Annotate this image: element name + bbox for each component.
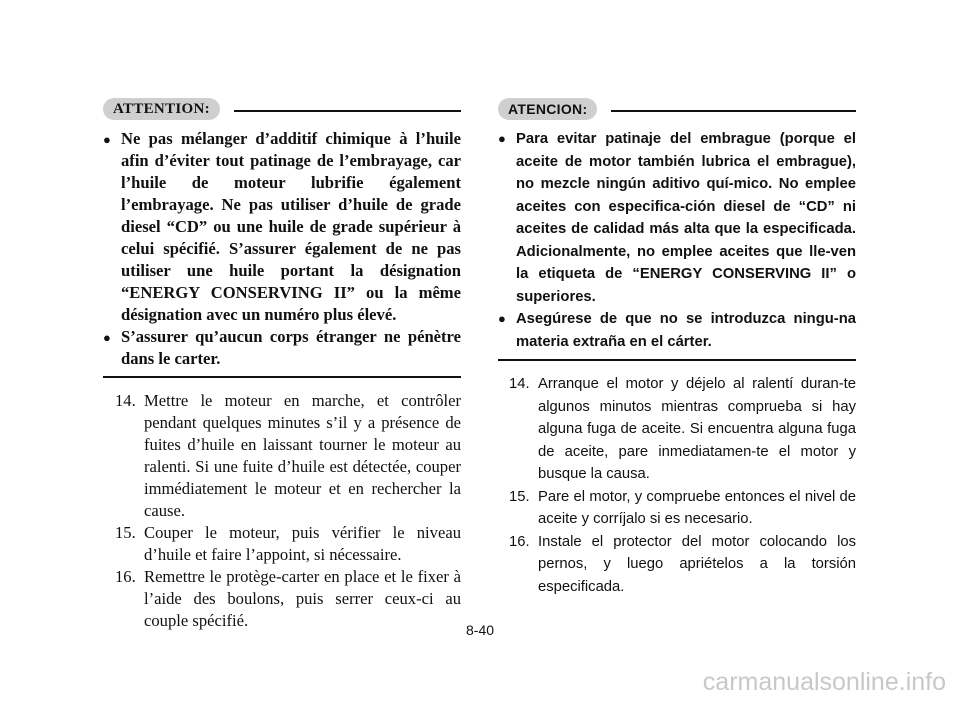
caution-bullet (498, 128, 856, 308)
caution-bullet (103, 326, 461, 370)
caution-end-rule-fr (103, 376, 461, 378)
caution-end-rule-es (498, 359, 856, 361)
step-item (509, 486, 856, 531)
bullet-text: Para evitar patinaje del embrague (porque el aceite de motor también lubrica el embrague), no mezcle ningún aditivo quí-mico. No emplee aceites con especifica-ción diesel de “CD” ni aceites de calidad más alta que la especificada. Adicionalmente, no emplee aceites que lle-ven la etiqueta de “ENERGY CONSERVING II” o superiores. (516, 131, 856, 305)
spanish-column (498, 96, 856, 598)
step-item (115, 522, 461, 566)
step-text: Mettre le moteur en marche, et contrôler pendant quelques minutes s’il y a présence de fuites d’huile en laissant tourner le moteur au ralenti. Si une fuite d’huile est détectée, couper immédiatement le moteur et en rechercher la cause. (144, 391, 461, 520)
caution-header-es (498, 96, 856, 122)
caution-badge-fr: ATTENTION: (103, 98, 220, 120)
step-text: Couper le moteur, puis vérifier le niveau d’huile et faire l’appoint, si nécessaire. (144, 523, 461, 564)
site-watermark[interactable]: carmanualsonline.info (702, 668, 946, 696)
step-text: Remettre le protège-carter en place et le fixer à l’aide des boulons, puis serrer ceux-ci au couple spécifié. (144, 567, 461, 630)
bullet-text: S’assurer qu’aucun corps étranger ne pénètre dans le carter. (121, 327, 461, 368)
caution-box-es (498, 128, 856, 353)
step-item (509, 373, 856, 486)
caution-bullet (103, 128, 461, 326)
step-text: Pare el motor, y compruebe entonces el nivel de aceite y corríjalo si es necesario. (538, 488, 856, 527)
caution-badge-es: ATENCION: (498, 98, 597, 120)
step-item (115, 390, 461, 522)
bullet-icon (498, 128, 516, 308)
bullet-icon (498, 308, 516, 353)
steps-list-es (498, 373, 856, 598)
step-number: 16. (115, 567, 136, 586)
caution-header-fr (103, 96, 461, 122)
steps-list-fr (103, 390, 461, 632)
step-item (509, 531, 856, 599)
bullet-icon (103, 128, 121, 326)
header-rule-es (611, 110, 856, 112)
step-text: Arranque el motor y déjelo al ralentí duran-te algunos minutos mientras comprueba si hay alguna fuga de aceite. Si encuentra alguna fuga de aceite, pare inmediatamen-te el motor y busque la causa. (538, 376, 856, 482)
header-rule-fr (234, 110, 461, 112)
step-text: Instale el protector del motor colocando los pernos, y luego apriételos a la torsión especificada. (538, 533, 856, 595)
bullet-text: Asegúrese de que no se introduzca ningu-na materia extraña en el cárter. (516, 311, 856, 350)
bullet-text: Ne pas mélanger d’additif chimique à l’huile afin d’éviter tout patinage de l’embrayage, car l’huile de moteur lubrifie également l’embrayage. Ne pas utiliser d’huile de grade diesel “CD” ou une huile de grade supérieur à celui spécifié. S’assurer également de ne pas utiliser une huile portant la désignation “ENERGY CONSERVING II” ou la même désignation avec un numéro plus élevé. (121, 129, 461, 324)
step-item (115, 566, 461, 632)
step-number: 15. (115, 523, 136, 542)
caution-bullet (498, 308, 856, 353)
page-number: 8-40 (466, 622, 495, 638)
caution-box-fr (103, 128, 461, 370)
step-number: 14. (115, 391, 136, 410)
french-column (103, 96, 461, 632)
bullet-icon (103, 326, 121, 370)
step-number: 15. (509, 488, 530, 505)
step-number: 16. (509, 533, 530, 550)
step-number: 14. (509, 376, 530, 392)
